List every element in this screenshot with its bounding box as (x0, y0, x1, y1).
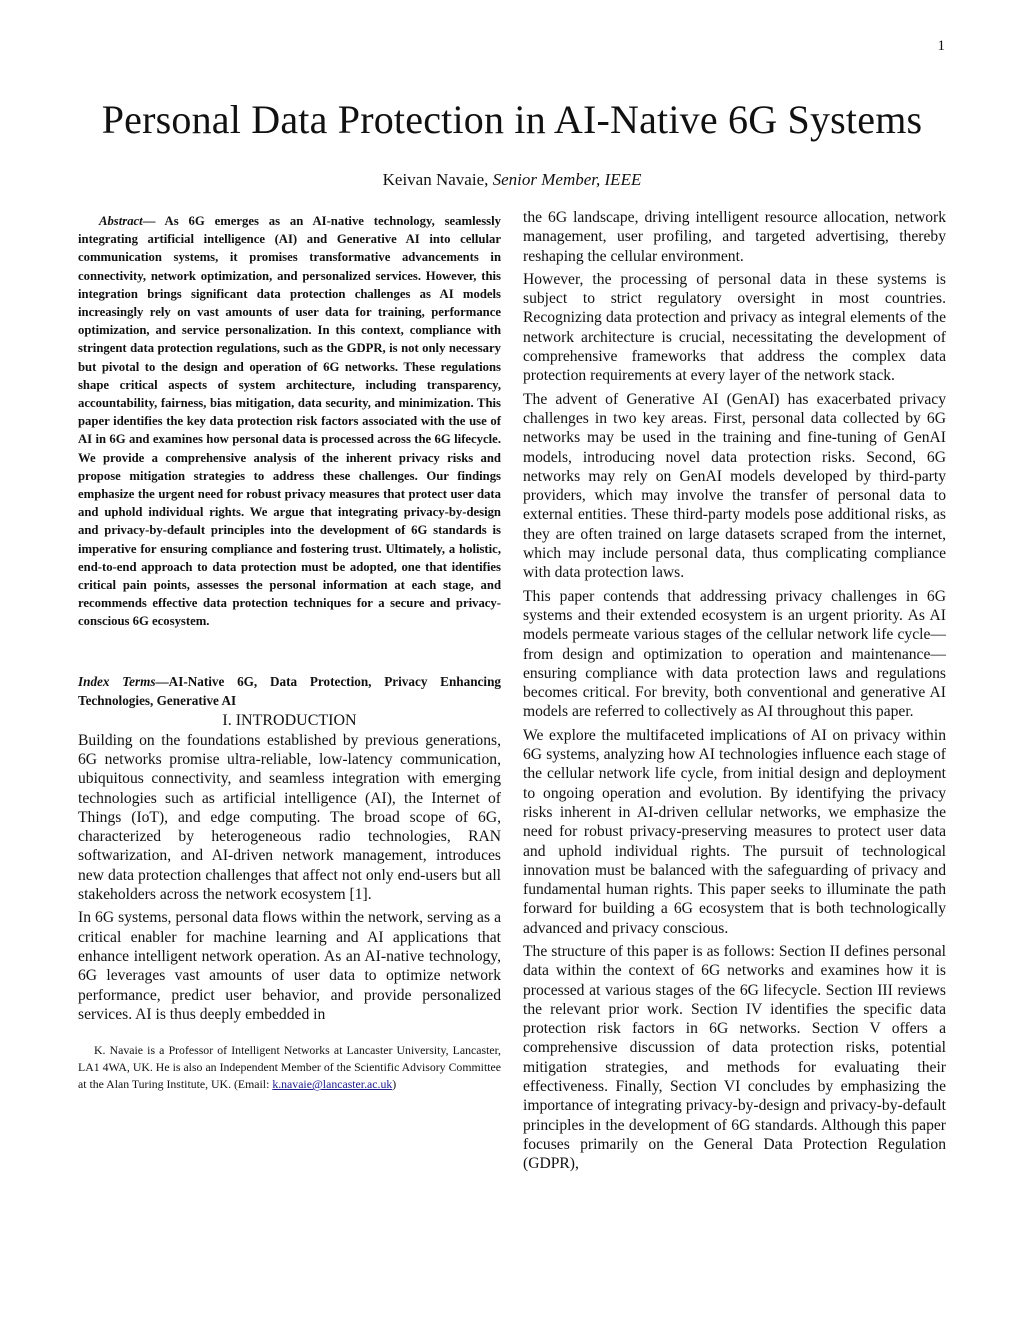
abstract (78, 212, 501, 631)
author-footnote (78, 1042, 501, 1093)
abstract-text: — As 6G emerges as an AI-native technology, seamlessly integrating artificial intelligence (AI) and Generative AI into cellular communication systems, it promises transformative advancements in connectivity, network optimization, and personalized services. However, this integration brings significant data protection challenges as AI models increasingly rely on vast amounts of user data for training, performance optimization, and service personalization. In this context, compliance with stringent data protection regulations, such as the GDPR, is not only necessary but pivotal to the design and operation of 6G networks. These regulations shape critical aspects of system architecture, including transparency, accountability, fairness, bias mitigation, data security, and minimization. This paper identifies the key data protection risk factors associated with the use of AI in 6G and examines how personal data is processed across the 6G lifecycle. We provide a comprehensive analysis of the inherent privacy risks and propose mitigation strategies to address these challenges. Our findings emphasize the urgent need for robust privacy measures that protect user data and uphold individual rights. We argue that integrating privacy-by-design and privacy-by-default principles into the development of 6G standards is imperative for ensuring compliance and fostering trust. Ultimately, a holistic, end-to-end approach to data protection must be adopted, one that identifies critical pain points, assesses the personal information at each stage, and recommends effective data protection techniques for a secure and privacy-conscious 6G ecosystem. (78, 214, 501, 629)
paragraph: We explore the multifaceted implications of AI on privacy within 6G systems, analyzing how AI technologies influence each stage of the cellular network life cycle, from initial design and deployment to ongoing operation and evolution. By identifying the privacy risks inherent in AI-driven cellular networks, we emphasize the need for robust privacy-preserving measures to protect user data and uphold individual rights. The pursuit of technological innovation must be balanced with the safeguarding of privacy and fundamental human rights. This paper seeks to illuminate the path forward for building a 6G ecosystem that is both technologically advanced and privacy conscious. (523, 726, 946, 937)
paragraph: The advent of Generative AI (GenAI) has exacerbated privacy challenges in two key areas. First, personal data collected by 6G networks may be used in the training and fine-tuning of GenAI models, introducing novel data protection risks. Second, 6G networks may rely on GenAI models developed by third-party providers, which may involve the transfer of personal data to external entities. These third-party models pose additional risks, as they are often trained on large datasets scraped from the internet, which may include personal data, thus complicating compliance with data protection laws. (523, 390, 946, 582)
paragraph: In 6G systems, personal data flows within the network, serving as a critical enabler for machine learning and AI applications that enhance intelligent network operation. As an AI-native technology, 6G leverages vast amounts of user data to optimize network performance, predict user behavior, and provide personalized services. AI is thus deeply embedded in (78, 909, 501, 1023)
author-membership: Senior Member, IEEE (492, 170, 642, 189)
footnote-close: ) (392, 1077, 397, 1092)
paragraph: the 6G landscape, driving intelligent resource allocation, network management, user profiling, and targeted advertising, thereby reshaping the cellular environment. (523, 209, 946, 265)
section-heading: I. INTRODUCTION (222, 711, 357, 729)
email-link[interactable]: k.navaie@lancaster.ac.uk (272, 1077, 393, 1092)
page-number: 1 (937, 38, 945, 54)
paragraph: Building on the foundations established by previous generations, 6G networks promise ultra-reliable, low-latency communication, ubiquitous connectivity, and seamless integration with emerging technologies such as artificial intelligence (AI), the Internet of Things (IoT), and edge computing. The broad scope of 6G, characterized by heterogeneous radio technologies, RAN softwarization, and AI-driven network management, introduces new data protection challenges that affect not only end-users but all stakeholders across the network ecosystem [1]. (78, 731, 501, 904)
intro-left-text (78, 731, 501, 1024)
footnote-text: K. Navaie is a Professor of Intelligent Networks at Lancaster University, Lancaster, LA1 4WA, UK. He is also an Independent Member of the Scientific Advisory Committee at the Alan Turing Institute, UK. (Email: (78, 1043, 501, 1092)
index-terms (78, 672, 501, 710)
paragraph: This paper contends that addressing privacy challenges in 6G systems and their extended ecosystem is an urgent priority. As AI models permeate various stages of the cellular network life cycle—from design and optimization to operation and maintenance—ensuring compliance with data protection laws and regulations becomes critical. For brevity, both conventional and generative AI models are referred to collectively as AI throughout this paper. (523, 587, 946, 721)
right-column (523, 208, 946, 1178)
author-name: Keivan Navaie, (382, 170, 493, 189)
paragraph: However, the processing of personal data in these systems is subject to strict regulatory oversight in most countries. Recognizing data protection and privacy as integral elements of the network architecture is crucial, necessitating the development of comprehensive frameworks that address the complex data protection requirements at every layer of the network stack. (523, 270, 946, 385)
abstract-label: Abstract (99, 214, 143, 228)
left-column (78, 208, 501, 1093)
index-terms-text: —AI-Native 6G, Data Protection, Privacy Enhancing Technologies, Generative AI (78, 673, 502, 708)
paper-title: Personal Data Protection in AI-Native 6G Systems (101, 97, 923, 142)
paragraph: The structure of this paper is as follows: Section II defines personal data within the context of 6G networks and examines how it is processed at various stages of the 6G lifecycle. Section III reviews the relevant prior work. Section IV identifies the specific data protection risk factors in 6G networks. Section V offers a comprehensive discussion of data protection risks, potential mitigation strategies, and methods for evaluating their effectiveness. Finally, Section VI concludes by emphasizing the importance of integrating privacy-by-design and privacy-by-default principles in the development of 6G standards. Although this paper focuses primarily on the General Data Protection Regulation (GDPR), (523, 942, 946, 1173)
author-line (0, 170, 1024, 190)
index-terms-label: Index Terms (78, 673, 156, 689)
